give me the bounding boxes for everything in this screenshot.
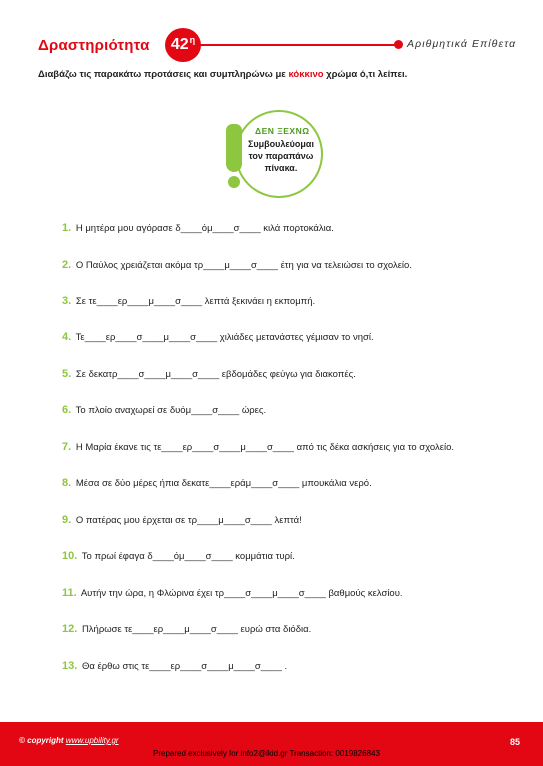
header-divider [200, 44, 396, 46]
activity-title: Δραστηριότητα [38, 37, 150, 54]
question-text: Σε δεκατρ____σ____μ____σ____ εβδομάδες φεύγω για διακοπές. [75, 369, 356, 380]
question-item [62, 222, 334, 234]
reminder-text: Συμβουλεύομαι τον παραπάνω πίνακα. [248, 139, 314, 173]
page-footer [0, 722, 543, 766]
reminder-note [225, 108, 325, 198]
question-number: 6. [62, 404, 72, 416]
question-text: Ο Παύλος χρειάζεται ακόμα τρ____μ____σ____ έτη για να τελειώσει το σχολείο. [75, 260, 412, 271]
question-number: 10. [62, 550, 78, 562]
question-item [62, 295, 315, 307]
question-text: Τε____ερ____σ____μ____σ____ χιλιάδες μετανάστες γέμισαν το νησί. [75, 332, 374, 343]
question-item [62, 550, 295, 562]
exclamation-dot-icon [228, 176, 240, 188]
question-text: Ο πατέρας μου έρχεται σε τρ____μ____σ____ λεπτά! [75, 515, 302, 526]
question-number: 9. [62, 514, 72, 526]
question-text: Σε τε____ερ____μ____σ____ λεπτά ξεκινάει η εκπομπή. [75, 296, 316, 307]
question-text: Το πλοίο αναχωρεί σε δυόμ____σ____ ώρες. [75, 405, 267, 416]
question-text: Η Μαρία έκανε τις τε____ερ____σ____μ____σ____ από τις δέκα ασκήσεις για το σχολείο. [75, 442, 454, 453]
question-number: 7. [62, 441, 72, 453]
question-item [62, 660, 287, 672]
activity-number-badge [165, 28, 201, 62]
question-text: Θα έρθω στις τε____ερ____σ____μ____σ____ . [81, 661, 288, 672]
question-number: 12. [62, 623, 78, 635]
instruction-text [38, 69, 407, 80]
question-number: 11. [62, 587, 77, 599]
activity-number-suffix: η [189, 35, 196, 45]
question-item [62, 441, 454, 453]
question-number: 8. [62, 477, 72, 489]
question-item [62, 514, 302, 526]
footer-copyright [19, 736, 119, 745]
question-item [62, 623, 311, 635]
question-number: 5. [62, 368, 72, 380]
question-text: Αυτήν την ώρα, η Φλώρινα έχει τρ____σ____μ____σ____ βαθμούς κελσίου. [80, 588, 403, 599]
question-number: 13. [62, 660, 78, 672]
instruction-highlight: κόκκινο [288, 69, 324, 80]
question-number: 1. [62, 222, 72, 234]
question-number: 3. [62, 295, 72, 307]
question-item [62, 404, 266, 416]
question-item [62, 587, 403, 599]
header-dot-icon [394, 40, 403, 49]
question-text: Η μητέρα μου αγόρασε δ____όμ____σ____ κιλά πορτοκάλια. [75, 223, 334, 234]
instruction-after: χρώμα ό,τι λείπει. [323, 69, 408, 80]
question-item [62, 368, 356, 380]
activity-number: 42 [170, 36, 189, 53]
instruction-before: Διαβάζω τις παρακάτω προτάσεις και συμπληρώνω με [38, 69, 289, 80]
question-number: 2. [62, 259, 72, 271]
prepared-for-text: Prepared exclusively for info2@ikid.gr Transaction: 0019826843 [153, 749, 380, 758]
question-text: Μέσα σε δύο μέρες ήπια δεκατε____εράμ____σ____ μπουκάλια νερό. [75, 478, 372, 489]
question-item [62, 477, 372, 489]
website-link[interactable]: www.upbility.gr [65, 736, 119, 745]
activity-header [0, 28, 543, 62]
question-text: Το πρωί έφαγα δ____όμ____σ____ κομμάτια τυρί. [81, 551, 295, 562]
reminder-label: ΔΕΝ ΞΕΧΝΩ [255, 126, 310, 136]
page-number: 85 [510, 737, 521, 747]
question-text: Πλήρωσε τε____ερ____μ____σ____ ευρώ στα διόδια. [81, 624, 312, 635]
question-item [62, 259, 412, 271]
question-number: 4. [62, 331, 72, 343]
question-item [62, 331, 374, 343]
activity-subtitle: Αριθμητικά Επίθετα [407, 38, 517, 50]
copyright-text: © copyright [19, 736, 64, 745]
exclamation-icon [226, 124, 242, 172]
